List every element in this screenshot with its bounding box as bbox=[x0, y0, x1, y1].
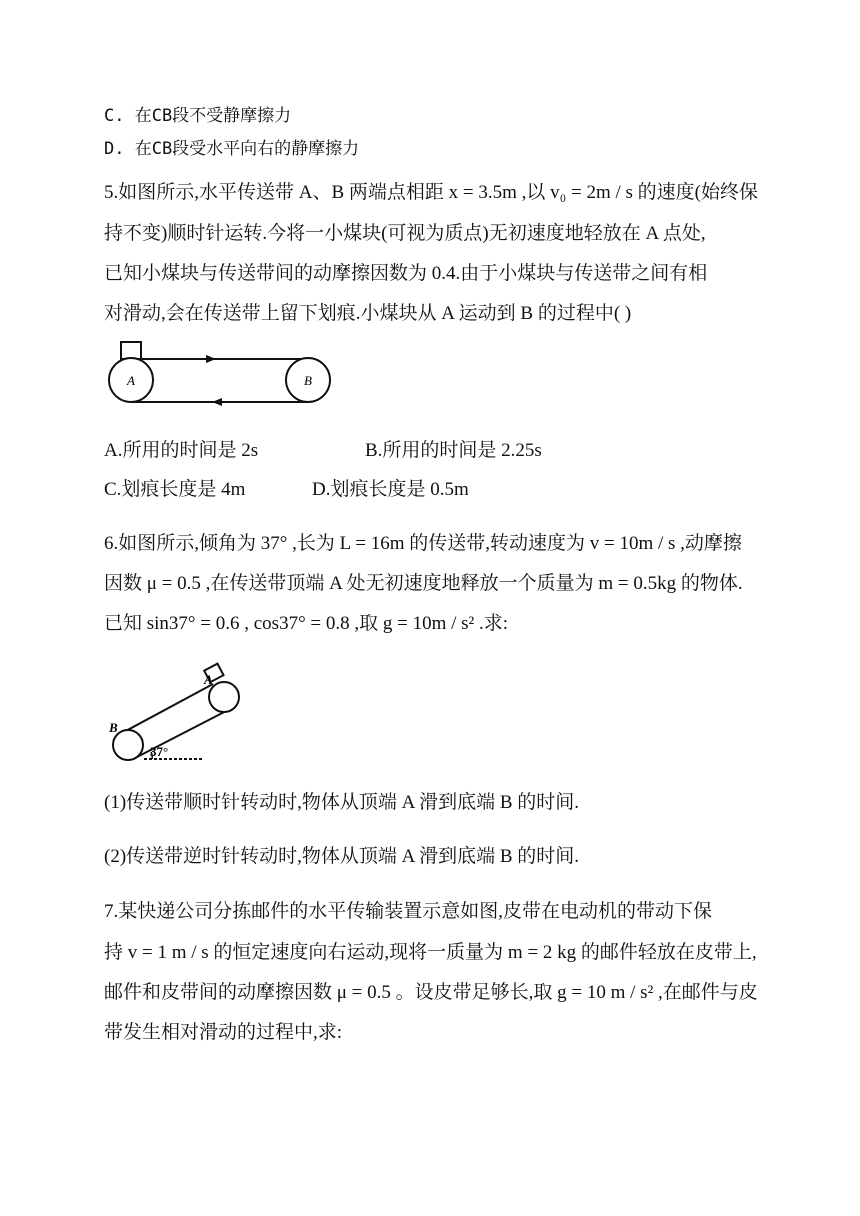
point-b-label: B bbox=[109, 720, 118, 735]
q7-stem-line-3: 邮件和皮带间的动摩擦因数 μ = 0.5 。设皮带足够长,取 g = 10 m / s² ,在邮件与皮 bbox=[104, 982, 758, 1003]
q6-incline-diagram bbox=[100, 660, 250, 765]
q6-stem-line-3: 已知 sin37° = 0.6 , cos37° = 0.8 ,取 g = 10m / s² .求: bbox=[104, 613, 509, 634]
q4-option-c: C. 在CB段不受静摩擦力 bbox=[104, 106, 292, 126]
q7-stem-line-1: 7.某快递公司分拣邮件的水平传输装置示意如图,皮带在电动机的带动下保 bbox=[104, 901, 713, 922]
point-a-label: A bbox=[204, 672, 213, 687]
q6-stem-line-1: 6.如图所示,倾角为 37° ,长为 L = 16m 的传送带,转动速度为 v = 10m / s ,动摩擦 bbox=[104, 533, 742, 554]
q6-stem-line-2: 因数 μ = 0.5 ,在传送带顶端 A 处无初速度地释放一个质量为 m = 0.5kg 的物体. bbox=[104, 573, 743, 594]
q6-subquestion-2: (2)传送带逆时针转动时,物体从顶端 A 滑到底端 B 的时间. bbox=[104, 846, 580, 867]
q4-option-d: D. 在CB段受水平向右的静摩擦力 bbox=[104, 139, 360, 159]
q5-option-b: B.所用的时间是 2.25s bbox=[365, 440, 542, 461]
q7-stem-line-4: 带发生相对滑动的过程中,求: bbox=[104, 1022, 343, 1043]
coal-block bbox=[121, 342, 141, 359]
q5-stem-line-3: 已知小煤块与传送带间的动摩擦因数为 0.4.由于小煤块与传送带之间有相 bbox=[104, 263, 708, 284]
q5-stem-line-2: 持不变)顺时针运转.今将一小煤块(可视为质点)无初速度地轻放在 A 点处, bbox=[104, 223, 706, 244]
pulley-a-label: A bbox=[127, 373, 135, 388]
q7-stem-line-2: 持 v = 1 m / s 的恒定速度向右运动,现将一质量为 m = 2 kg 的邮件轻放在皮带上, bbox=[104, 942, 757, 963]
q5-option-c: C.划痕长度是 4m bbox=[104, 479, 246, 500]
q5-option-d: D.划痕长度是 0.5m bbox=[312, 479, 469, 500]
top-pulley bbox=[209, 682, 239, 712]
q5-conveyor-diagram bbox=[100, 338, 340, 408]
q5-option-a: A.所用的时间是 2s bbox=[104, 440, 259, 461]
pulley-b-label: B bbox=[304, 373, 312, 388]
angle-label: 37° bbox=[150, 744, 169, 759]
arrow-left-icon bbox=[212, 398, 222, 406]
q5-stem-line-1: 5.如图所示,水平传送带 A、B 两端点相距 x = 3.5m ,以 v₀ = 2m / s 的速度(始终保 bbox=[104, 182, 759, 203]
q5-stem-line-4: 对滑动,会在传送带上留下划痕.小煤块从 A 运动到 B 的过程中( ) bbox=[104, 303, 632, 324]
q6-subquestion-1: (1)传送带顺时针转动时,物体从顶端 A 滑到底端 B 的时间. bbox=[104, 792, 580, 813]
arrow-right-icon bbox=[206, 355, 216, 363]
